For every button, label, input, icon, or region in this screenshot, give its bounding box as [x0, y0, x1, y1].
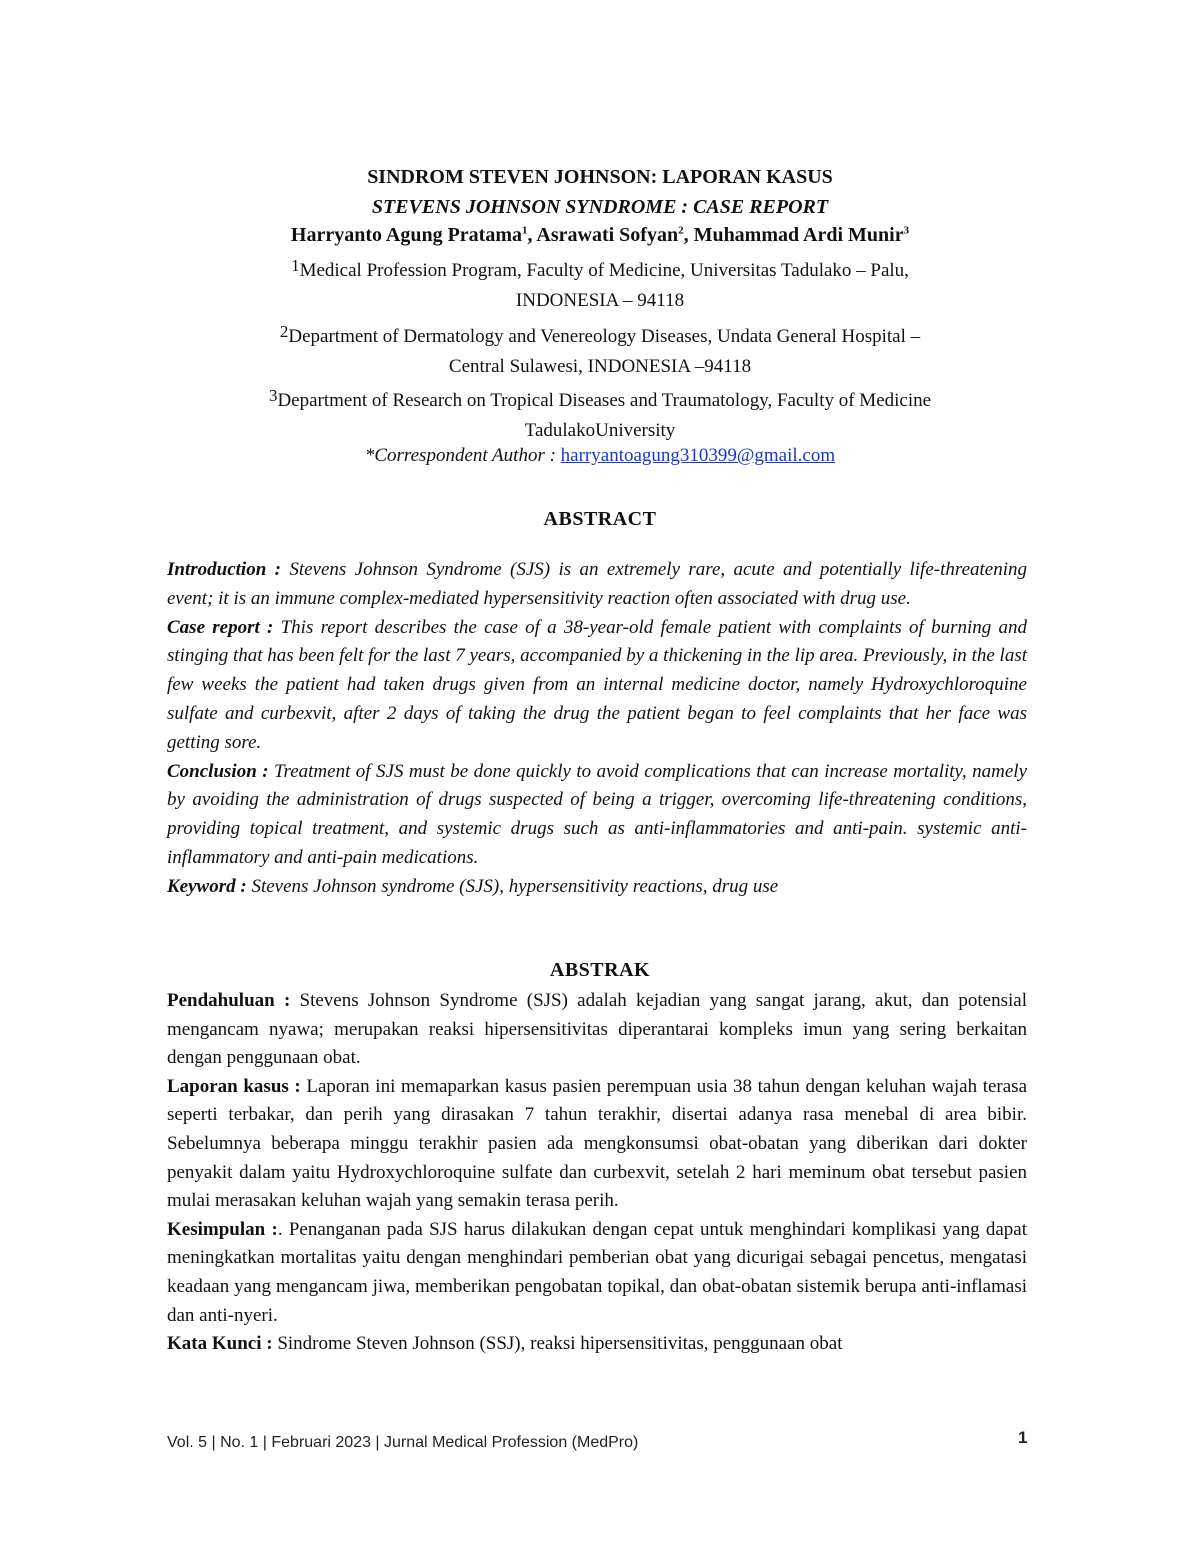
section-text: This report describes the case of a 38-year-old female patient with complaints of burning and stinging that has been felt for the last 7 years, accompanied by a thickening in the lip area. Previously, in the last few weeks the patient had taken drugs given from an internal medicine doctor, namely Hydroxychloroquine sulfate and curbexvit, after 2 days of taking the drug the patient began to feel complaints that her face was getting sore. — [167, 616, 1027, 753]
abstrak-laporan-kasus — [167, 1073, 1027, 1216]
abstract-case-report — [167, 614, 1027, 758]
abstrak-kesimpulan — [167, 1216, 1027, 1330]
affiliation-line: Department of Research on Tropical Diseases and Traumatology, Faculty of Medicine — [277, 390, 932, 411]
correspondent-email-link[interactable]: harryantoagung310399@gmail.com — [560, 445, 836, 466]
section-text: Stevens Johnson Syndrome (SJS) adalah kejadian yang sangat jarang, akut, dan potensial mengancam nyawa; merupakan reaksi hipersensitivitas diperantarai kompleks imun yang sering berkaitan dengan penggunaan obat. — [167, 990, 1027, 1069]
abstract-introduction — [167, 556, 1027, 614]
section-label: Laporan kasus : — [167, 1075, 307, 1097]
affiliation-line: Central Sulawesi, INDONESIA –94118 — [448, 356, 752, 377]
abstrak-pendahuluan — [167, 987, 1027, 1073]
title-english: STEVENS JOHNSON SYNDROME : CASE REPORT — [371, 196, 829, 218]
affiliation-3 — [0, 386, 1200, 446]
abstract-english — [167, 556, 1027, 902]
section-text: . Penanganan pada SJS harus dilakukan dengan cepat untuk menghindari komplikasi yang dapat meningkatkan mortalitas yaitu dengan menghindari pemberian obat yang dicurigai sebagai pencetus, mengatasi keadaan yang mengancam jiwa, memberikan pengobatan topikal, dan obat-obatan sistemik berupa anti-inflamasi dan anti-nyeri. — [167, 1218, 1027, 1326]
section-label: Introduction : — [167, 559, 290, 580]
section-label: Pendahuluan : — [167, 990, 300, 1011]
section-text: Stevens Johnson syndrome (SJS), hypersensitivity reactions, drug use — [251, 875, 779, 897]
author-list — [0, 224, 1200, 247]
section-text: Treatment of SJS must be done quickly to avoid complications that can increase mortality, namely by avoiding the administration of drugs suspected of being a trigger, overcoming life-threatening conditions, providing topical treatment, and systemic drugs such as anti-inflammatories and anti-pain. systemic anti-inflammatory and anti-pain medications. — [167, 760, 1027, 868]
section-text: Laporan ini memaparkan kasus pasien perempuan usia 38 tahun dengan keluhan wajah terasa seperti terbakar, dan perih yang dirasakan 7 tahun terakhir, disertai adanya rasa menebal di area bibir. Sebelumnya beberapa minggu terakhir pasien ada mengkonsumsi obat-obatan yang diberikan dari dokter penyakit dalam yaitu Hydroxychloroquine sulfate dan curbexvit, setelah 2 hari meminum obat tersebut pasien mulai merasakan keluhan wajah yang semakin terasa perih. — [167, 1075, 1027, 1212]
author-name: Muhammad Ardi Munir — [693, 224, 904, 246]
correspondent-label: *Correspondent Author : — [364, 445, 561, 466]
affiliation-line: INDONESIA – 94118 — [515, 290, 685, 311]
author-affiliation-mark: 1 — [521, 224, 528, 237]
affiliation-line: Department of Dermatology and Venereology Diseases, Undata General Hospital – — [288, 326, 921, 347]
author-name: Asrawati Sofyan — [536, 224, 679, 246]
author-affiliation-mark: 3 — [903, 224, 910, 237]
affiliation-1 — [0, 256, 1200, 316]
abstract-keywords — [167, 873, 1027, 902]
section-text: Stevens Johnson Syndrome (SJS) is an extremely rare, acute and potentially life-threatening event; it is an immune complex-mediated hypersensitivity reaction often associated with drug use. — [167, 559, 1027, 609]
abstrak-kata-kunci — [167, 1330, 1027, 1359]
section-label: Keyword : — [167, 875, 252, 897]
affiliation-line: TadulakoUniversity — [524, 420, 676, 441]
section-text: Sindrome Steven Johnson (SSJ), reaksi hipersensitivitas, penggunaan obat — [277, 1333, 843, 1355]
affiliation-line: Medical Profession Program, Faculty of Medicine, Universitas Tadulako – Palu, — [299, 260, 909, 281]
section-label: Case report : — [167, 616, 281, 638]
affiliation-2 — [0, 322, 1200, 382]
page-number: 1 — [1018, 1428, 1028, 1447]
affiliation-mark: 2 — [279, 322, 289, 341]
author-name: Harryanto Agung Pratama — [290, 224, 522, 246]
abstract-heading: ABSTRACT — [543, 508, 657, 530]
affiliation-mark: 3 — [268, 386, 278, 405]
correspondent-author — [0, 445, 1200, 467]
journal-footer: Vol. 5 | No. 1 | Februari 2023 | Jurnal Medical Profession (MedPro) — [167, 1434, 639, 1451]
affiliation-mark: 1 — [291, 256, 300, 275]
section-label: Kesimpulan : — [167, 1218, 278, 1240]
author-separator: , — [683, 224, 694, 246]
section-label: Kata Kunci : — [167, 1333, 278, 1355]
section-label: Conclusion : — [167, 760, 274, 782]
abstract-indonesian — [167, 987, 1027, 1359]
abstrak-heading: ABSTRAK — [549, 959, 651, 981]
author-affiliation-mark: 2 — [678, 224, 684, 237]
title-indonesian: SINDROM STEVEN JOHNSON: LAPORAN KASUS — [367, 166, 833, 188]
author-separator: , — [527, 224, 537, 246]
abstract-conclusion — [167, 758, 1027, 873]
